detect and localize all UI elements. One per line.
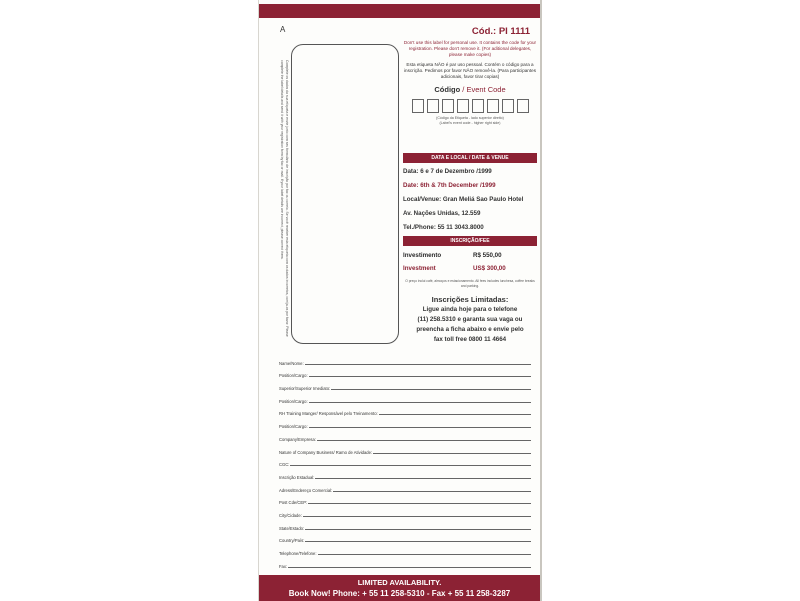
form-field-label: RH Training Manger/ Responsável pelo Treinamento: — [279, 411, 378, 417]
form-field-input-line[interactable] — [305, 364, 531, 365]
label-notice-column — [403, 40, 537, 126]
form-field-label: City/Cidade: — [279, 512, 302, 518]
form-field-label: State/Estado: — [279, 525, 305, 531]
form-field-input-line[interactable] — [315, 478, 531, 479]
event-code-title-pt: Código — [434, 85, 461, 94]
form-field-input-line[interactable] — [379, 414, 531, 415]
limited-title: Inscrições Limitadas: — [431, 295, 509, 304]
form-field-row — [279, 378, 531, 391]
event-code-title — [403, 85, 537, 94]
form-field-input-line[interactable] — [288, 567, 531, 568]
form-field-row — [279, 531, 531, 544]
form-field-input-line[interactable] — [308, 503, 531, 504]
fee-value-en: US$ 300,00 — [473, 265, 506, 272]
form-field-input-line[interactable] — [303, 516, 531, 517]
limited-line-3: preencha a ficha abaixo e envie pelo — [416, 326, 524, 333]
form-field-input-line[interactable] — [309, 427, 531, 428]
registration-form-sheet — [258, 0, 542, 601]
limited-line-2: (11) 258.5310 e garanta sua vaga ou — [417, 316, 523, 323]
fee-band: INSCRIÇÃO/FEE — [403, 236, 537, 246]
form-field-label: CGC: — [279, 462, 290, 468]
venue-address: Av. Nações Unidas, 12.559 — [403, 210, 481, 217]
form-field-label: Company/Empresa: — [279, 436, 317, 442]
form-field-row — [279, 416, 531, 429]
bottom-line-2: Book Now! Phone: + 55 11 258-5310 - Fax + 55 11 258-3287 — [288, 589, 511, 598]
venue-phone: Tel./Phone: 55 11 3043.8000 — [403, 224, 484, 231]
top-color-band — [259, 4, 540, 18]
form-field-row — [279, 366, 531, 379]
form-field-row — [279, 442, 531, 455]
form-field-label: Inscrição Estadual: — [279, 474, 315, 480]
form-field-label: Nature of Company Business/ Ramo de Atividade: — [279, 449, 373, 455]
venue: Local/Venue: Gran Meliá Sao Paulo Hotel — [403, 196, 524, 203]
event-code-note-en: (Label's event code - higher right side) — [439, 121, 501, 125]
event-code-boxes — [403, 99, 537, 113]
registration-fields — [279, 353, 531, 569]
code-box[interactable] — [457, 99, 469, 113]
form-field-input-line[interactable] — [309, 402, 531, 403]
notice-portuguese: Esta etiqueta NÃO é par uso pessoal. Contém o código para a inscrição. Pedimos por favor NÃO removê-la. (Para participantes adicionais, favor tirar copias) — [404, 62, 536, 79]
notice-english: Don't use this label for personal use. It contains the code for your registration. Please don't remove it. (For aditional delegates, please make copies) — [403, 40, 537, 57]
form-field-input-line[interactable] — [290, 465, 531, 466]
form-field-input-line[interactable] — [309, 376, 531, 377]
registration-code: Cód.: PI 1111 — [471, 26, 530, 37]
form-field-label: Position/Cargo: — [279, 373, 308, 379]
fee-note: O preço inclui café, almoços e estacionamento. All fees includes lunchesa, coffee breaks and parking. — [405, 279, 535, 288]
bottom-line-1: LIMITED AVAILABILITY. — [357, 578, 442, 587]
form-field-row — [279, 493, 531, 506]
form-field-row — [279, 467, 531, 480]
limited-availability-block — [403, 295, 537, 345]
form-field-label: Position/Cargo: — [279, 398, 308, 404]
code-box[interactable] — [412, 99, 424, 113]
form-field-row — [279, 455, 531, 468]
form-field-row — [279, 505, 531, 518]
vertical-instructions — [271, 60, 289, 340]
form-field-input-line[interactable] — [305, 541, 531, 542]
form-field-label: Superior/Superior Imediato: — [279, 386, 331, 392]
code-box[interactable] — [487, 99, 499, 113]
form-field-row — [279, 353, 531, 366]
date-english: Date: 6th & 7th December /1999 — [403, 182, 496, 189]
form-field-label: Name/Nome: — [279, 360, 304, 366]
form-field-row — [279, 556, 531, 569]
vertical-instructions-text: Complete os dados da sua etiqueta e envie junto com seu formulário de inscrição por fax ou correio. Se você receber esta etiqueta com os dados incorretos, corrija-os por favor. Please complete the label details and send it with your registration form by fax or mail. If your label details are incorrect, please correct them. — [280, 60, 289, 337]
form-field-label: Country/País: — [279, 538, 305, 544]
fee-label-pt: Investimento — [403, 252, 442, 259]
form-field-row — [279, 543, 531, 556]
form-field-input-line[interactable] — [318, 554, 532, 555]
form-field-label: Post Cde/CEP: — [279, 500, 308, 506]
code-box[interactable] — [427, 99, 439, 113]
form-field-input-line[interactable] — [333, 491, 531, 492]
form-field-label: Fax: — [279, 563, 288, 569]
form-field-label: Adress/Endereço Comercial: — [279, 487, 333, 493]
form-field-row — [279, 404, 531, 417]
form-field-row — [279, 518, 531, 531]
bottom-availability-band — [259, 575, 540, 601]
form-field-input-line[interactable] — [317, 440, 531, 441]
form-field-input-line[interactable] — [331, 389, 531, 390]
limited-line-1: Ligue ainda hoje para o telefone — [422, 306, 518, 313]
code-box[interactable] — [502, 99, 514, 113]
code-box[interactable] — [442, 99, 454, 113]
event-code-note-pt: (Código da Etiqueta - lado superior direito) — [436, 116, 504, 120]
limited-line-4: fax toll free 0800 11 4664 — [433, 336, 507, 343]
form-field-label: Telephone/Telefone: — [279, 551, 317, 556]
code-box[interactable] — [472, 99, 484, 113]
label-placeholder-box — [291, 44, 399, 344]
form-field-row — [279, 391, 531, 404]
event-code-title-en: / Event Code — [462, 85, 506, 94]
code-box[interactable] — [517, 99, 529, 113]
corner-letter: A — [280, 25, 286, 34]
date-venue-band: DATA E LOCAL / DATE & VENUE — [403, 153, 537, 163]
form-field-input-line[interactable] — [373, 453, 531, 454]
form-field-row — [279, 480, 531, 493]
fee-value-pt: R$ 550,00 — [473, 252, 502, 259]
form-field-input-line[interactable] — [305, 529, 531, 530]
form-field-row — [279, 429, 531, 442]
form-field-label: Position/Cargo: — [279, 424, 308, 430]
date-portuguese: Data: 6 e 7 de Dezembro /1999 — [403, 168, 492, 175]
fee-label-en: Investment — [403, 265, 436, 272]
